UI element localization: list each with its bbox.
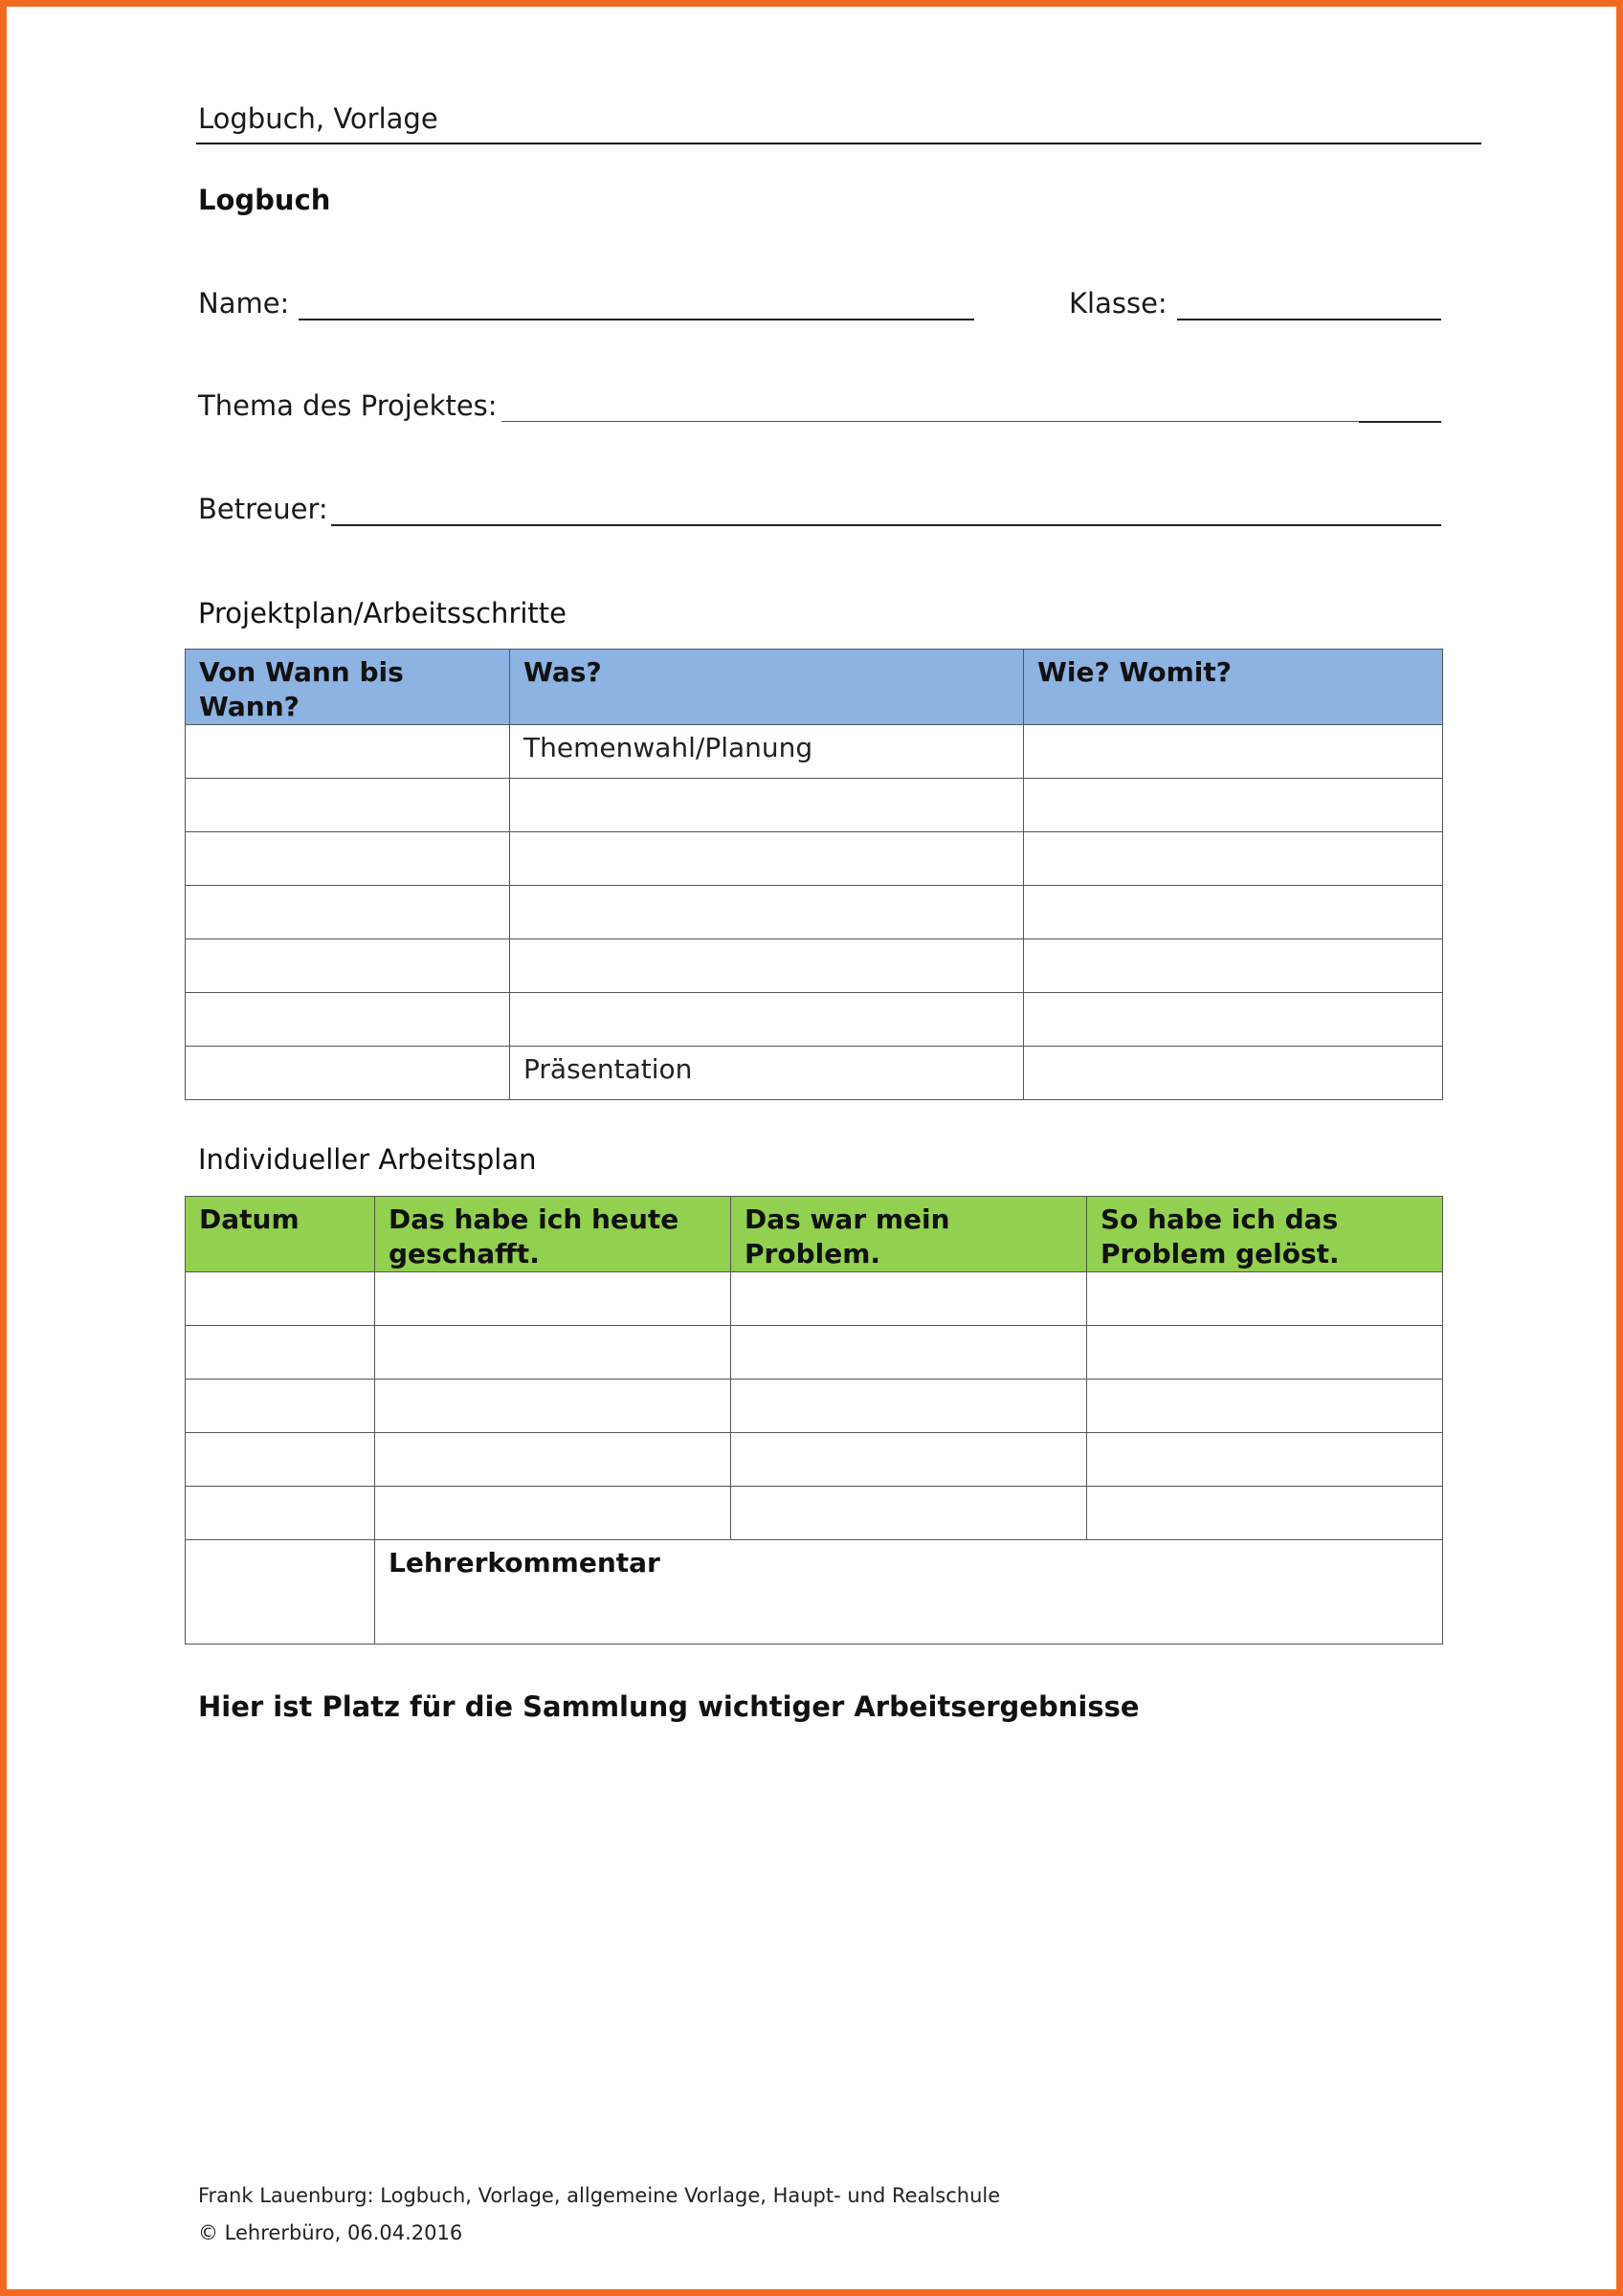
table-row <box>186 1326 1443 1380</box>
table-cell[interactable] <box>186 1433 375 1487</box>
projektplan-table <box>185 649 1443 1100</box>
arbeitsplan-header-row <box>186 1197 1443 1272</box>
table-cell[interactable] <box>1087 1487 1443 1540</box>
name-field-line[interactable] <box>299 319 974 320</box>
table-cell[interactable] <box>186 1487 375 1540</box>
thema-field-line-end <box>1359 421 1441 423</box>
table-cell[interactable] <box>1024 993 1443 1047</box>
table-cell[interactable] <box>186 886 510 939</box>
table-cell[interactable]: Präsentation <box>510 1047 1024 1100</box>
table-cell[interactable] <box>510 886 1024 939</box>
table-cell[interactable] <box>510 993 1024 1047</box>
table-cell[interactable] <box>186 1540 375 1645</box>
table-cell[interactable] <box>1024 779 1443 832</box>
name-label: Name: <box>198 287 290 320</box>
table-row <box>186 1487 1443 1540</box>
table-row <box>186 886 1443 939</box>
table-cell[interactable] <box>1087 1433 1443 1487</box>
table-cell[interactable] <box>186 1047 510 1100</box>
thema-label: Thema des Projektes: <box>198 389 498 422</box>
table-cell[interactable] <box>186 725 510 779</box>
table-cell[interactable] <box>731 1326 1087 1380</box>
klasse-label: Klasse: <box>1069 287 1167 320</box>
thema-field-line[interactable] <box>501 421 1359 422</box>
betreuer-label: Betreuer: <box>198 493 328 525</box>
footer-author: Frank Lauenburg: Logbuch, Vorlage, allgemeine Vorlage, Haupt- und Realschule <box>198 2184 1001 2207</box>
arbeitsplan-table <box>185 1196 1443 1645</box>
table-cell[interactable] <box>731 1433 1087 1487</box>
arbeitsplan-title: Individueller Arbeitsplan <box>198 1143 537 1176</box>
table-cell[interactable] <box>1087 1326 1443 1380</box>
table-cell[interactable] <box>1024 1047 1443 1100</box>
table-cell[interactable] <box>375 1487 731 1540</box>
table-cell[interactable] <box>731 1272 1087 1326</box>
table-cell[interactable] <box>186 1326 375 1380</box>
table-row <box>186 832 1443 886</box>
header-geschafft: Das habe ich heute geschafft. <box>375 1197 731 1272</box>
table-row <box>186 1272 1443 1326</box>
table-cell[interactable] <box>1087 1380 1443 1433</box>
table-cell[interactable] <box>1024 832 1443 886</box>
table-cell[interactable]: Themenwahl/Planung <box>510 725 1024 779</box>
document-title: Logbuch <box>198 184 331 216</box>
klasse-field-line[interactable] <box>1177 319 1441 320</box>
table-cell[interactable] <box>186 939 510 993</box>
table-cell[interactable] <box>186 779 510 832</box>
table-cell[interactable] <box>1087 1272 1443 1326</box>
table-cell[interactable] <box>510 779 1024 832</box>
header-title: Logbuch, Vorlage <box>198 102 438 135</box>
table-row <box>186 1433 1443 1487</box>
header-wie-womit: Wie? Womit? <box>1024 650 1443 725</box>
table-cell[interactable] <box>510 832 1024 886</box>
table-row <box>186 939 1443 993</box>
table-cell[interactable] <box>731 1487 1087 1540</box>
collection-title: Hier ist Platz für die Sammlung wichtiger Arbeitsergebnisse <box>198 1690 1140 1723</box>
table-cell[interactable] <box>510 939 1024 993</box>
table-cell[interactable] <box>375 1433 731 1487</box>
table-cell[interactable] <box>186 1272 375 1326</box>
table-cell[interactable] <box>1024 939 1443 993</box>
table-cell[interactable] <box>375 1326 731 1380</box>
header-was: Was? <box>510 650 1024 725</box>
projektplan-title: Projektplan/Arbeitsschritte <box>198 597 567 629</box>
header-von-wann-bis-wann: Von Wann bis Wann? <box>186 650 510 725</box>
table-cell[interactable] <box>186 993 510 1047</box>
lehrerkommentar-row <box>186 1540 1443 1645</box>
lehrerkommentar-cell[interactable]: Lehrerkommentar <box>375 1540 1443 1645</box>
header-rule <box>196 143 1481 144</box>
table-cell[interactable] <box>1024 725 1443 779</box>
header-geloest: So habe ich das Problem gelöst. <box>1087 1197 1443 1272</box>
footer-copyright: © Lehrerbüro, 06.04.2016 <box>198 2221 463 2244</box>
table-row <box>186 725 1443 779</box>
table-cell[interactable] <box>1024 886 1443 939</box>
header-datum: Datum <box>186 1197 375 1272</box>
table-cell[interactable] <box>375 1380 731 1433</box>
table-cell[interactable] <box>375 1272 731 1326</box>
header-problem: Das war mein Problem. <box>731 1197 1087 1272</box>
betreuer-field-line[interactable] <box>331 524 1441 526</box>
projektplan-header-row <box>186 650 1443 725</box>
table-row <box>186 779 1443 832</box>
table-row <box>186 993 1443 1047</box>
table-cell[interactable] <box>186 1380 375 1433</box>
table-cell[interactable] <box>731 1380 1087 1433</box>
table-row <box>186 1380 1443 1433</box>
table-cell[interactable] <box>186 832 510 886</box>
table-row <box>186 1047 1443 1100</box>
